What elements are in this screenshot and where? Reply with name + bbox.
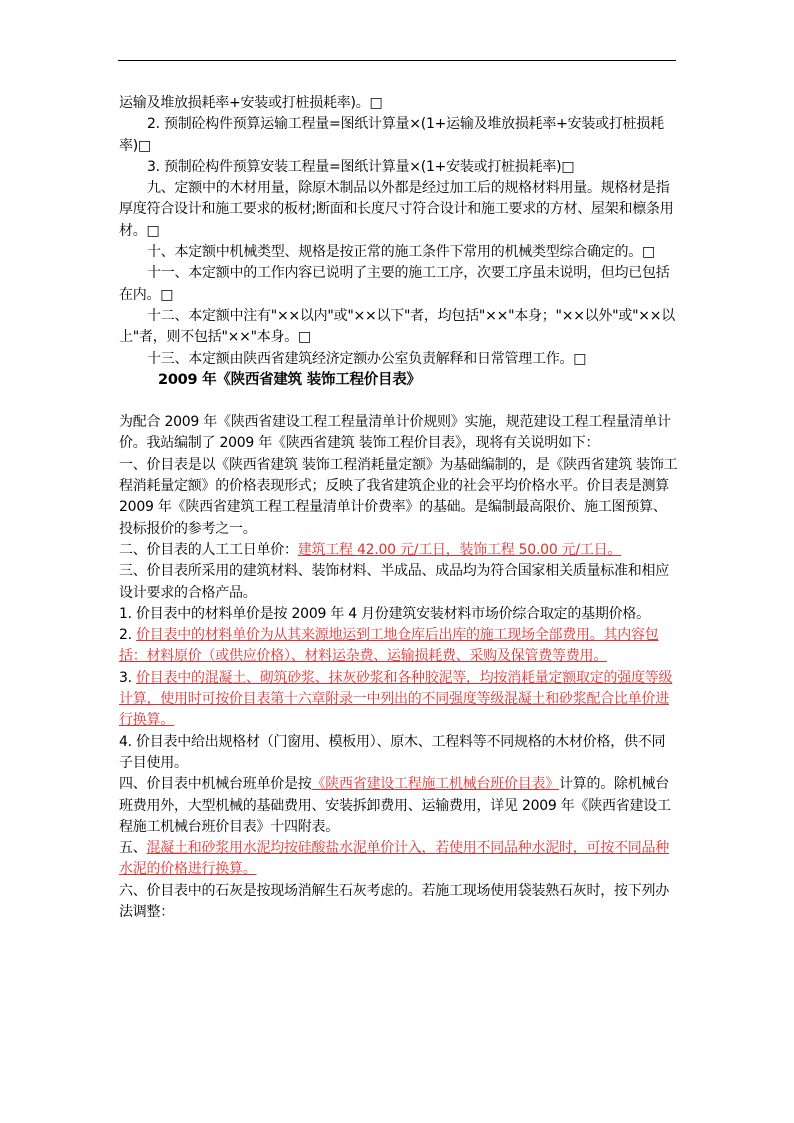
cement-highlight: 混凝土和砂浆用水泥均按硅酸盐水泥单价计入，若使用不同品种水泥时，可按不同品种水泥的价格进行换算。 [119, 840, 669, 878]
labor-rate-highlight: 建筑工程 42.00 元/工日，装饰工程 50.00 元/工日。 [297, 541, 622, 558]
blank-line [119, 391, 679, 412]
paragraph: 十、本定额中机械类型、规格是按正常的施工条件下常用的机械类型综合确定的。□ [147, 244, 655, 261]
section-2 [119, 540, 679, 561]
paragraph: 2. 预制砼构件预算运输工程量=图纸计算量×(1+运输及堆放损耗率+安装或打桩损耗率)□ [119, 116, 664, 154]
section-3-item-4: 4. 价目表中给出规格材（门窗用、模板用）、原木、工程料等不同规格的木材价格，供不同子目使用。 [119, 733, 666, 771]
paragraph: 九、定额中的木材用量，除原木制品以外都是经过加工后的规格材料用量。规格材是指厚度符合设计和施工要求的板材;断面和长度尺寸符合设计和施工要求的方材、屋架和檩条用材。□ [119, 180, 674, 239]
paragraph: 3. 预制砼构件预算安装工程量=图纸计算量×(1+安装或打桩损耗率)□ [147, 158, 575, 175]
section-3-item-2 [119, 625, 679, 668]
section-4-rest: 计算的。除机械台班费用外，大型机械的基础费用、安装拆卸费用、运输费用，详见 2009 年《陕西省建设工程施工机械台班价目表》十四附表。 [119, 776, 671, 835]
section-4 [119, 774, 679, 838]
paragraph: 十二、本定额中注有"××以内"或"××以下"者，均包括"××"本身；"××以外"或"××以上"者，则不包括"××"本身。□ [119, 307, 676, 346]
item-number: 3. [119, 669, 137, 686]
section-3-item-1: 1. 价目表中的材料单价是按 2009 年 4 月份建筑安装材料市场价综合取定的基期价格。 [119, 605, 650, 622]
header-rule [118, 60, 676, 61]
section-3: 三、价目表所采用的建筑材料、装饰材料、半成品、成品均为符合国家相关质量标准和相应设计要求的合格产品。 [119, 563, 669, 601]
paragraph: 十一、本定额中的工作内容已说明了主要的施工工序，次要工序虽未说明，但均已包括在内。□ [119, 265, 670, 303]
concrete-mortar-highlight: 价目表中的混凝土、砌筑砂浆、抹灰砂浆和各种胶泥等，均按消耗量定额取定的强度等级计算，使用时可按价目表第十六章附录一中列出的不同强度等级混凝土和砂浆配合比单价进行换算。 [119, 669, 673, 729]
document-page [119, 93, 679, 923]
section-6: 六、价目表中的石灰是按现场消解生石灰考虑的。若施工现场使用袋装熟石灰时，按下列办法调整： [119, 882, 669, 920]
section-4-label: 四、价目表中机械台班单价是按 [119, 776, 312, 793]
machine-price-table-highlight: 《陕西省建设工程施工机械台班价目表》 [311, 776, 559, 793]
document-title: 2009 年《陕西省建筑 装饰工程价目表》 [158, 371, 421, 388]
intro-paragraph: 为配合 2009 年《陕西省建设工程工程量清单计价规则》实施，规范建设工程工程量清单计价。我站编制了 2009 年《陕西省建筑 装饰工程价目表》，现将有关说明如下： [119, 414, 671, 452]
paragraph: 运输及堆放损耗率+安装或打桩损耗率)。□ [119, 95, 383, 111]
section-1: 一、价目表是以《陕西省建筑 装饰工程消耗量定额》为基础编制的，是《陕西省建筑 装饰工程消耗量定额》的价格表现形式；反映了我省建筑企业的社会平均价格水平。价目表是测算 2009 年《陕西省建筑工程工程量清单计价费率》的基础。是编制最高限价、施工图预算、投标报价的参考之一。 [119, 456, 678, 537]
paragraph: 十三、本定额由陕西省建筑经济定额办公室负责解释和日常管理工作。□ [147, 350, 587, 367]
section-5-label: 五、 [119, 840, 147, 857]
section-5 [119, 838, 679, 881]
section-2-label: 二、价目表的人工工日单价： [119, 541, 298, 558]
section-3-item-3 [119, 668, 679, 732]
material-price-highlight: 价目表中的材料单价为从其来源地运到工地仓库后出库的施工现场全部费用。其内容包括：材料原价（或供应价格）、材料运杂费、运输损耗费、采购及保管费等费用。 [119, 627, 659, 665]
item-number: 2. [119, 627, 137, 644]
